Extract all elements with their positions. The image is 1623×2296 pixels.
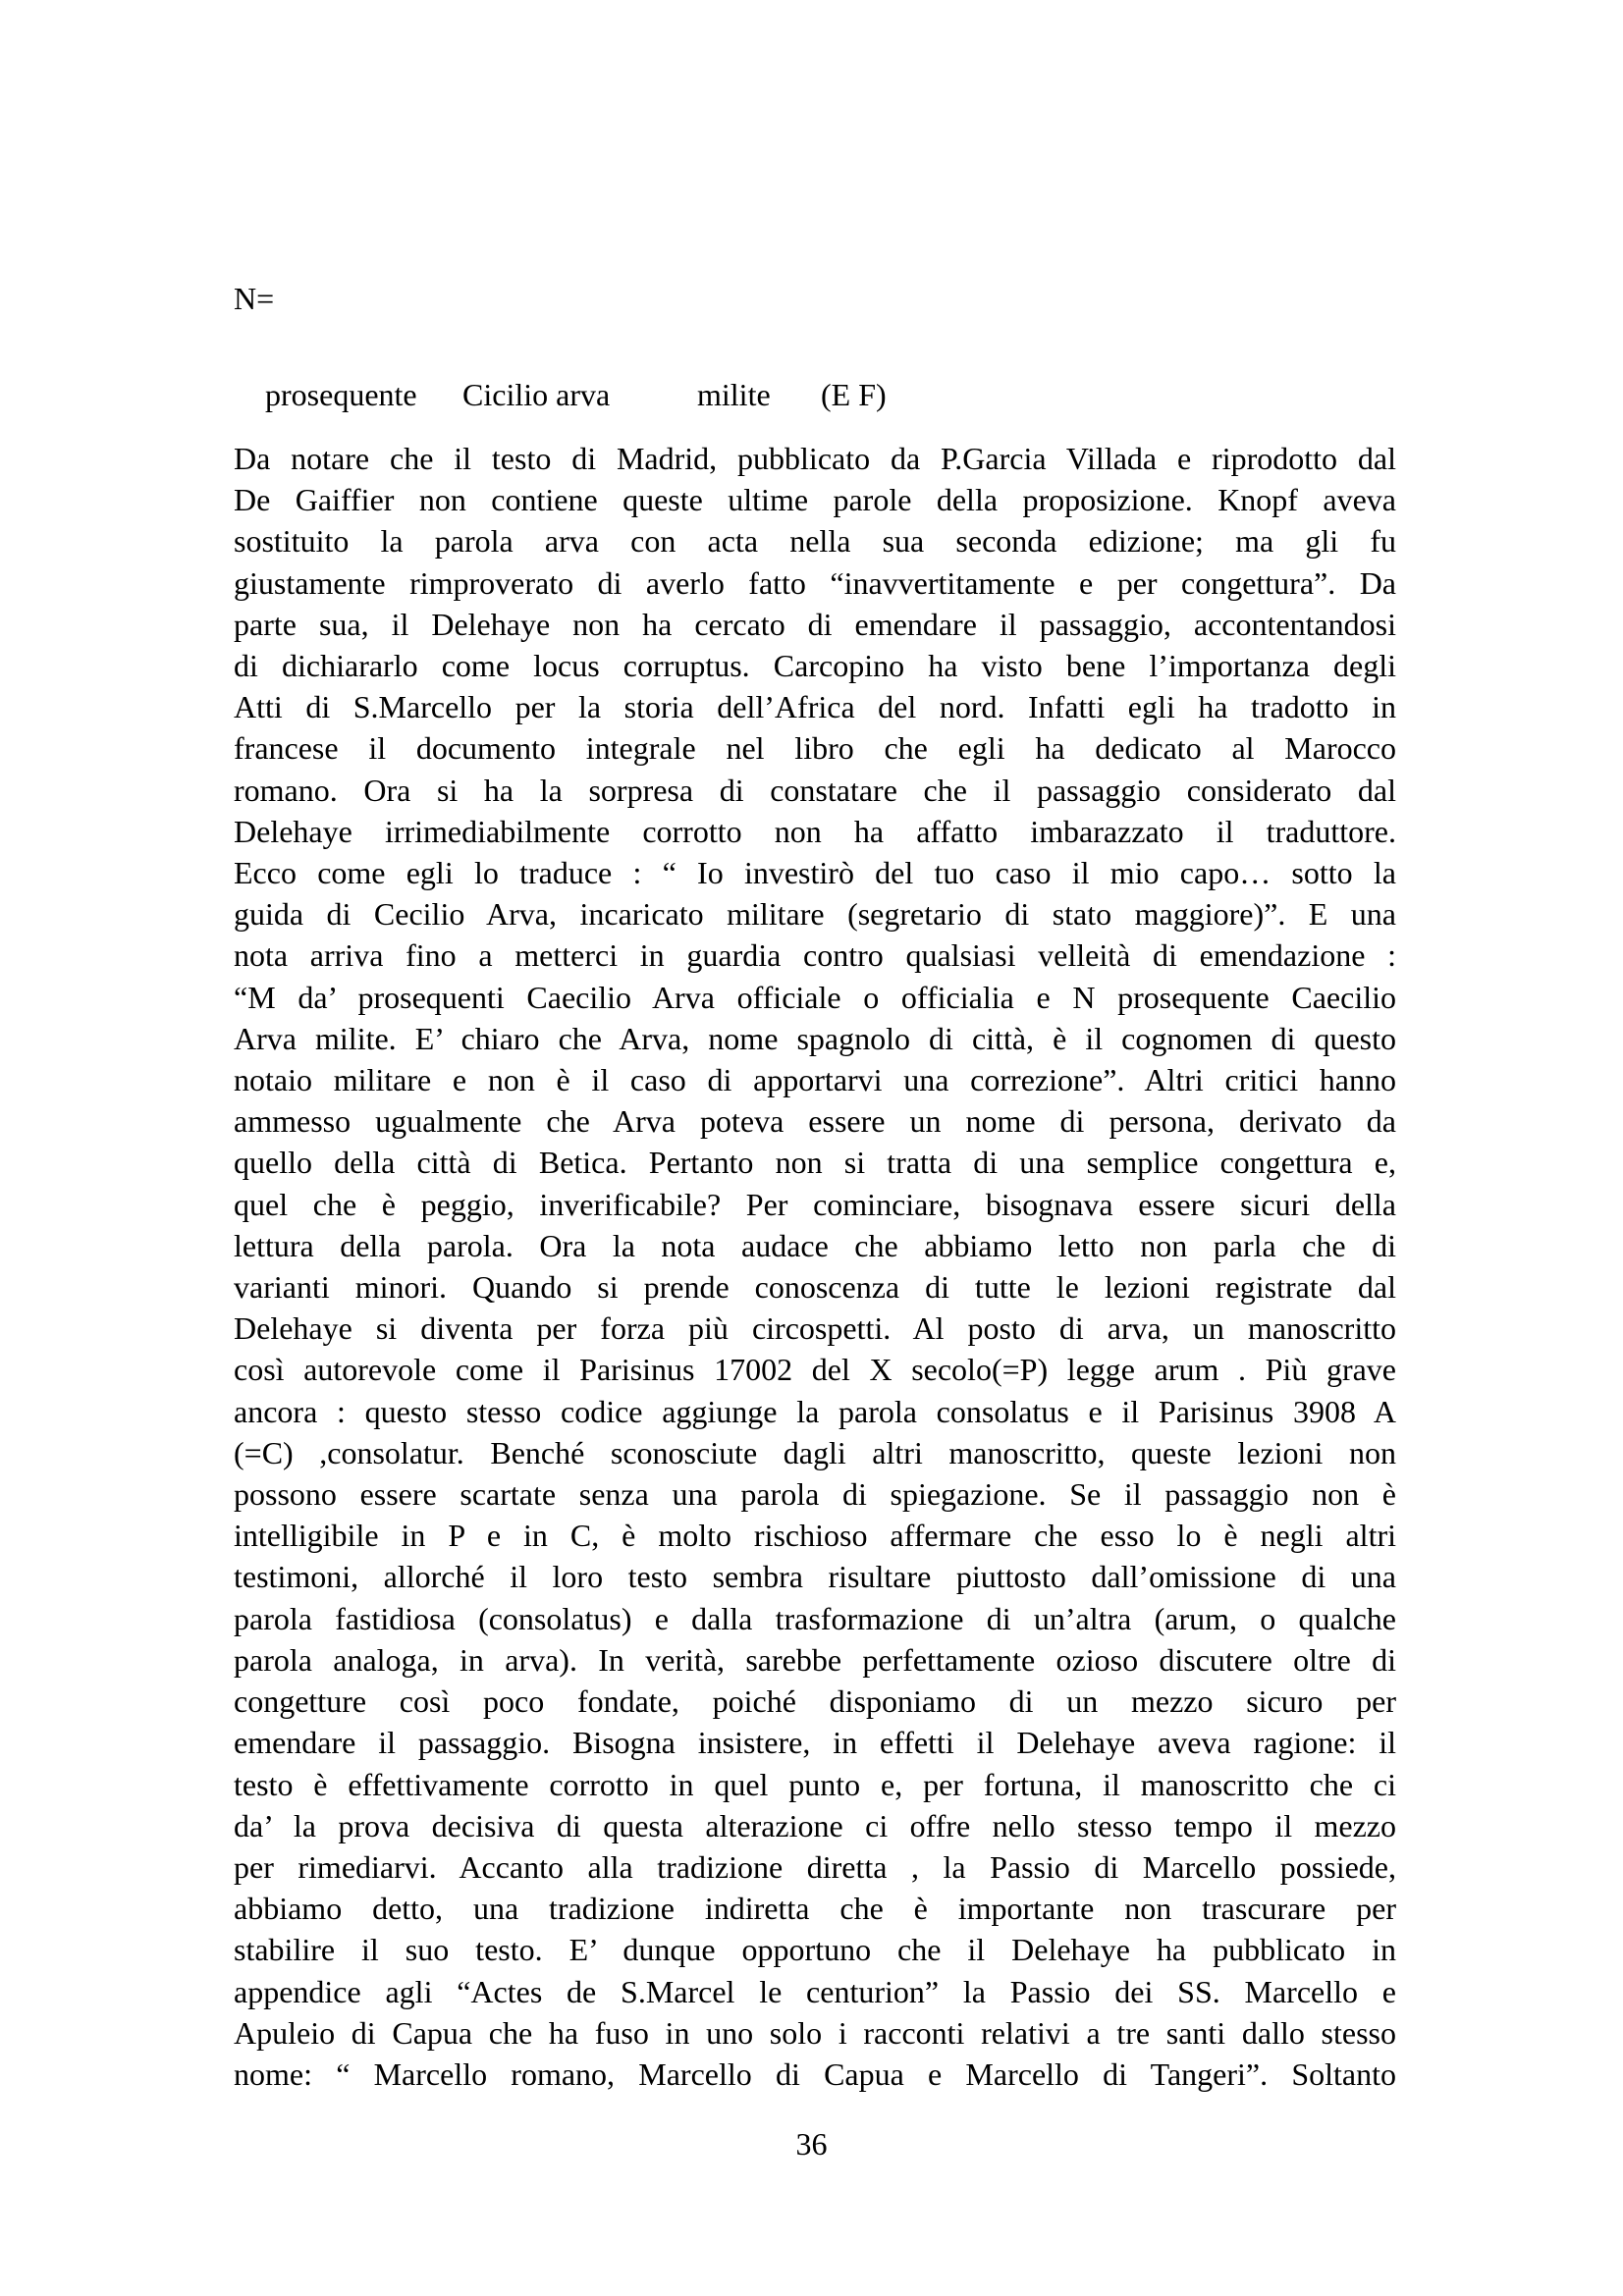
paragraph-line: guida di Cecilio Arva, incaricato militare (segretario di stato maggiore)”. E una [234,896,1396,933]
paragraph-line: Atti di S.Marcello per la storia dell’Africa del nord. Infatti egli ha tradotto in [234,689,1396,725]
paragraph-line: sostituito la parola arva con acta nella sua seconda edizione; ma gli fu [234,523,1396,560]
paragraph-line: “M da’ prosequenti Caecilio Arva officiale o officialia e N prosequente Caecilio [234,979,1396,1015]
paragraph-line: di dichiararlo come locus corruptus. Carcopino ha visto bene l’importanza degli [234,648,1396,684]
paragraph-line: notaio militare e non è il caso di apportarvi una correzione”. Altri critici hanno [234,1062,1396,1098]
paragraph-line: parola fastidiosa (consolatus) e dalla trasformazione di un’altra (arum, o qualche [234,1600,1396,1636]
paragraph-line: così autorevole come il Parisinus 17002 del X secolo(=P) legge arum . Più grave [234,1352,1396,1388]
paragraph-line: (=C) ,consolatur. Benché sconosciute dagli altri manoscritto, queste lezioni non [234,1434,1396,1470]
paragraph-line: congetture così poco fondate, poiché disponiamo di un mezzo sicuro per [234,1683,1396,1720]
variant-word: milite [697,377,771,412]
paragraph-line: Delehaye irrimediabilmente corrotto non ha affatto imbarazzato il traduttore. [234,813,1396,849]
paragraph-line: nota arriva fino a metterci in guardia contro qualsiasi velleità di emendazione : [234,937,1396,974]
variant-reading [234,336,887,454]
paragraph-line: stabilire il suo testo. E’ dunque opportuno che il Delehaye ha pubblicato in [234,1932,1396,1968]
paragraph-line: parola analoga, in arva). In verità, sarebbe perfettamente ozioso discutere oltre di [234,1641,1396,1678]
variant-word: prosequente [265,377,417,412]
paragraph-line: De Gaiffier non contiene queste ultime parole della proposizione. Knopf aveva [234,482,1396,518]
paragraph-line: ancora : questo stesso codice aggiunge la parola consolatus e il Parisinus 3908 A [234,1393,1396,1429]
paragraph-line: quello della città di Betica. Pertanto non si tratta di una semplice congettura e, [234,1145,1396,1181]
paragraph-line: testo è effettivamente corrotto in quel punto e, per fortuna, il manoscritto che ci [234,1766,1396,1802]
paragraph-line: ammesso ugualmente che Arva poteva essere un nome di persona, derivato da [234,1103,1396,1140]
paragraph-line: testimoni, allorché il loro testo sembra risultare piuttosto dall’omissione di una [234,1559,1396,1595]
page-number: 36 [795,2126,828,2162]
manuscript-siglum: N= [234,281,275,316]
paragraph-line: romano. Ora si ha la sorpresa di constatare che il passaggio considerato dal [234,772,1396,808]
paragraph-line: parte sua, il Delehaye non ha cercato di emendare il passaggio, accontentandosi [234,606,1396,642]
variant-word: Cicilio arva [462,377,611,412]
paragraph-line: lettura della parola. Ora la nota audace che abbiamo letto non parla che di [234,1227,1396,1263]
paragraph-line: possono essere scartate senza una parola di spiegazione. Se il passaggio non è [234,1476,1396,1513]
paragraph-line: varianti minori. Quando si prende conoscenza di tutte le lezioni registrate dal [234,1269,1396,1306]
body-paragraph [234,438,1396,2095]
paragraph-line: emendare il passaggio. Bisogna insistere, in effetti il Delehaye aveva ragione: il [234,1725,1396,1761]
paragraph-line: Da notare che il testo di Madrid, pubblicato da P.Garcia Villada e riprodotto dal [234,441,1396,476]
paragraph-line: quel che è peggio, inverificabile? Per cominciare, bisognava essere sicuri della [234,1186,1396,1222]
paragraph-line: nome: “ Marcello romano, Marcello di Capua e Marcello di Tangeri”. Soltanto [234,2056,1396,2092]
paragraph-line: francese il documento integrale nel libro che egli ha dedicato al Marocco [234,730,1396,767]
paragraph-line: Delehaye si diventa per forza più circospetti. Al posto di arva, un manoscritto [234,1310,1396,1347]
paragraph-line: Apuleio di Capua che ha fuso in uno solo i racconti relativi a tre santi dallo stesso [234,2014,1396,2051]
paragraph-line: abbiamo detto, una tradizione indiretta che è importante non trascurare per [234,1891,1396,1927]
paragraph-line: per rimediarvi. Accanto alla tradizione diretta , la Passio di Marcello possiede, [234,1848,1396,1885]
paragraph-line: intelligibile in P e in C, è molto rischioso affermare che esso lo è negli altri [234,1518,1396,1554]
paragraph-line: giustamente rimproverato di averlo fatto “inavvertitamente e per congettura”. Da [234,564,1396,601]
paragraph-line: da’ la prova decisiva di questa alterazione ci offre nello stesso tempo il mezzo [234,1807,1396,1843]
paragraph-line: Arva milite. E’ chiaro che Arva, nome spagnolo di città, è il cognomen di questo [234,1020,1396,1056]
variant-sigla: (E F) [821,377,887,412]
paragraph-line: Ecco come egli lo traduce : “ Io investirò del tuo caso il mio capo… sotto la [234,855,1396,891]
paragraph-line: appendice agli “Actes de S.Marcel le centurion” la Passio dei SS. Marcello e [234,1973,1396,2009]
